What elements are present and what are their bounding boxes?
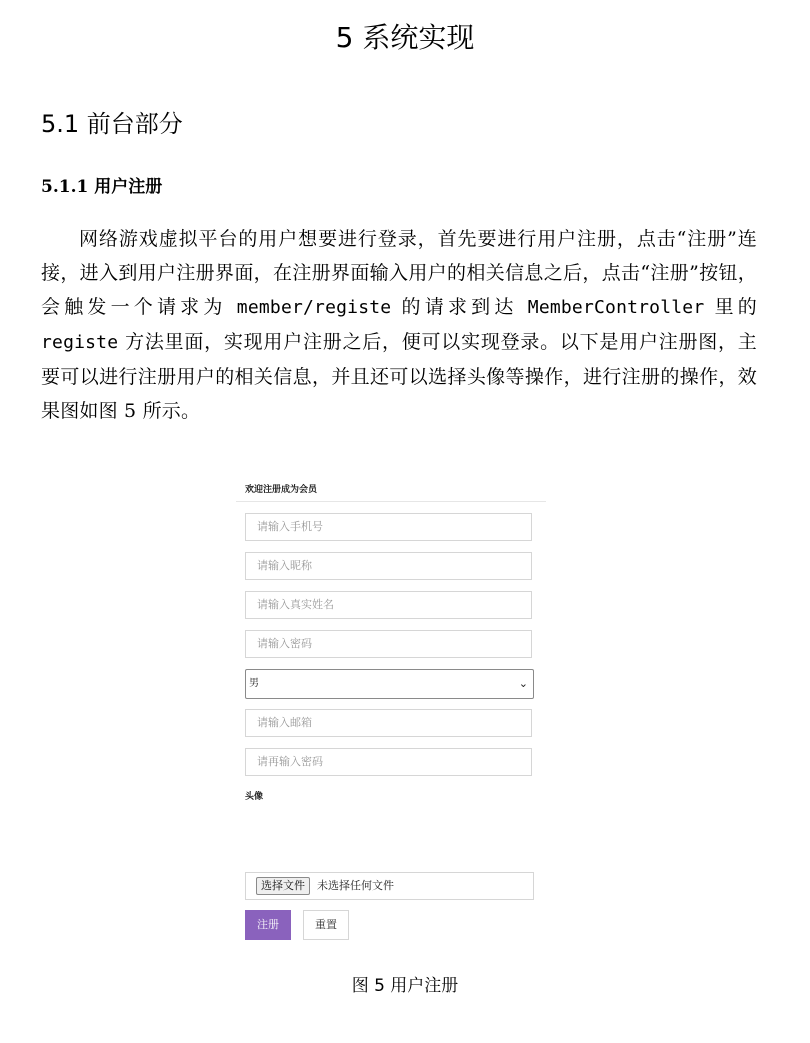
avatar-label: 头像 bbox=[245, 792, 264, 802]
reset-button[interactable]: 重置 bbox=[303, 910, 349, 940]
phone-input[interactable]: 请输入手机号 bbox=[245, 513, 532, 541]
chapter-title: 5 系统实现 bbox=[335, 21, 475, 54]
realname-input[interactable]: 请输入真实姓名 bbox=[245, 591, 532, 619]
code-request-path: member/registe bbox=[236, 297, 392, 318]
choose-file-button[interactable]: 选择文件 bbox=[256, 877, 310, 895]
password-input[interactable]: 请输入密码 bbox=[245, 630, 532, 658]
avatar-file-input[interactable] bbox=[245, 872, 534, 900]
paragraph-text-2: 的请求到达 bbox=[391, 296, 528, 318]
section-title: 5.1 前台部分 bbox=[41, 110, 183, 138]
form-heading: 欢迎注册成为会员 bbox=[245, 485, 318, 495]
chevron-down-icon: ⌄ bbox=[518, 677, 528, 690]
nickname-input[interactable]: 请输入昵称 bbox=[245, 552, 532, 580]
subsection-title: 5.1.1 用户注册 bbox=[41, 177, 163, 197]
registration-form-screenshot bbox=[236, 474, 546, 944]
form-divider bbox=[236, 501, 546, 502]
gender-select-value: 男 bbox=[249, 678, 259, 689]
paragraph-text-3: 里的 bbox=[704, 296, 758, 318]
code-method-name: registe bbox=[41, 332, 119, 353]
figure-caption: 图 5 用户注册 bbox=[351, 976, 459, 996]
email-input[interactable]: 请输入邮箱 bbox=[245, 709, 532, 737]
gender-select[interactable] bbox=[245, 669, 534, 699]
register-button[interactable]: 注册 bbox=[245, 910, 291, 940]
password-confirm-input[interactable]: 请再输入密码 bbox=[245, 748, 532, 776]
paragraph-text-1: 网络游戏虚拟平台的用户想要进行登录，首先要进行用户注册，点击“注册”连接，进入到用户注册界面，在注册界面输入用户的相关信息之后，点击“注册”按钮，会触发一个请求为 bbox=[41, 228, 757, 318]
code-controller-name: MemberController bbox=[527, 297, 705, 318]
body-paragraph bbox=[41, 222, 757, 428]
file-status-text: 未选择任何文件 bbox=[317, 879, 394, 892]
paragraph-text-4: 方法里面，实现用户注册之后，便可以实现登录。以下是用户注册图，主要可以进行注册用户的相关信息，并且还可以选择头像等操作，进行注册的操作，效果图如图 5 所示。 bbox=[41, 331, 757, 422]
